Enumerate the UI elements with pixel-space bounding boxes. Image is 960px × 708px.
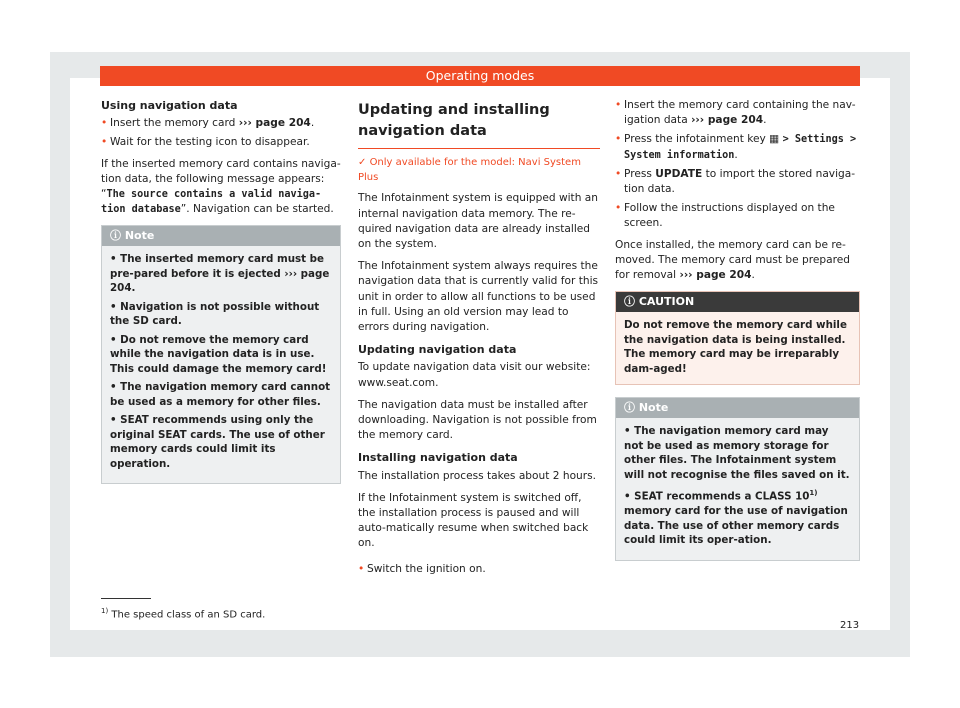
section-title: Updating and installing navigation data: [358, 100, 600, 149]
info-icon: ⓘ: [110, 229, 125, 243]
note-title: Note: [124, 229, 155, 243]
bullet-item: • Press the infotainment key ▦ > Settings > System information.: [615, 132, 860, 162]
bullet-text: Insert the memory card containing the nav-igation data: [624, 99, 856, 127]
text: Once installed, the memory card can be re-moved. The memory card must be prepared for removal: [615, 238, 850, 282]
note-item: • SEAT recommends a CLASS 10$^{1)}$ memory card for the use of navigation data. The use of other memory cards could limit its oper-ation.: [624, 489, 848, 547]
paragraph: The installation process takes about 2 hours.: [358, 469, 597, 482]
note-text: The navigation memory card cannot be used as a memory for other files.: [110, 381, 331, 408]
middle-column: [358, 100, 600, 581]
footnote-ref: 1): [809, 489, 818, 498]
caution-title: CAUTION: [638, 295, 695, 309]
bullet-item: [615, 167, 860, 197]
paragraph: The Infotainment system always requires the navigation data that is currently valid for this unit in order to allow all functions to be used in full. Using an old version may lead to errors during navigation.: [358, 260, 599, 334]
note-title: Note: [638, 401, 669, 415]
page-number: 213: [840, 620, 860, 631]
paragraph: The navigation data must be installed after downloading. Navigation is not possible from the memory card.: [358, 398, 597, 442]
note-text: The navigation memory card may not be used as memory storage for other files. The Infotainment system will not recognise the files saved on it.: [624, 425, 850, 481]
heading-installing: Installing navigation data: [358, 451, 518, 465]
footnote-mark: 1): [101, 607, 109, 615]
note-item: • The navigation memory card may not be used as memory storage for other files. The Infotainment system will not recognise the files saved on it.: [624, 425, 850, 481]
paragraph: The Infotainment system is equipped with an internal navigation data memory. The re-quired navigation data are already installed on the system.: [358, 192, 598, 251]
message-paragraph: [101, 157, 341, 218]
check-icon: ✓: [358, 157, 370, 168]
text: If the inserted memory card contains naviga-tion data, the following message appears: “: [101, 157, 341, 201]
note-text: memory card for the use of navigation data. The use of other memory cards could limit its oper-ation.: [624, 505, 848, 547]
page-ref-link[interactable]: ››› page 204: [691, 114, 764, 127]
footnote: [101, 598, 266, 621]
bullet-item: [101, 135, 341, 150]
note-item: • Navigation is not possible without the SD card.: [110, 300, 320, 328]
note-item: • The inserted memory card must be pre-pared before it is ejected ››› page 204.: [110, 253, 330, 295]
note-text: Do not remove the memory card while the navigation data is in use. This could damage the memory card!: [110, 333, 327, 375]
bullet-item: [615, 201, 860, 231]
caution-text: Do not remove the memory card while the navigation data is being installed. The memory card may be irreparably dam-aged!: [624, 319, 847, 375]
bullet-text: Insert the memory card: [110, 117, 239, 130]
paragraph: If the Infotainment system is switched off, the installation process is paused and will auto-matically resume when switched back on.: [358, 491, 589, 550]
footnote-text: The speed class of an SD card.: [111, 609, 266, 621]
caution-header: [616, 292, 859, 312]
note-text: SEAT recommends using only the original SEAT cards. The use of other memory cards could limit its operation.: [110, 414, 325, 470]
warning-icon: ⓘ: [624, 295, 639, 309]
note-header: [102, 226, 340, 246]
note-item: • SEAT recommends using only the original SEAT cards. The use of other memory cards could limit its operation.: [110, 414, 325, 470]
note-item: • Do not remove the memory card while the navigation data is in use. This could damage the memory card!: [110, 333, 327, 375]
bullet-text: Wait for the testing icon to disappear.: [110, 136, 310, 149]
section-header: Operating modes: [100, 66, 860, 86]
info-icon: ⓘ: [624, 401, 639, 415]
text: ”. Navigation can be started.: [180, 203, 334, 216]
bullet-text: Press the infotainment key: [624, 133, 770, 146]
heading-updating: Updating navigation data: [358, 343, 517, 357]
paragraph: To update navigation data visit our website: www.seat.com.: [358, 361, 591, 389]
page-ref-link[interactable]: ››› page 204: [238, 117, 311, 130]
bullet-text: Follow the instructions displayed on the screen.: [624, 202, 835, 230]
bullet-text: Switch the ignition on.: [367, 562, 486, 575]
bullet-text: Press: [624, 167, 656, 180]
availability-note: [358, 155, 600, 185]
availability-text: Only available for the model: Navi System Plus: [358, 157, 581, 184]
bullet-item: [101, 116, 341, 131]
page-ref-link[interactable]: ››› page 204: [679, 269, 752, 282]
heading-using-navigation-data: Using navigation data: [101, 99, 238, 112]
note-item: • The navigation memory card cannot be used as a memory for other files.: [110, 381, 331, 408]
update-key: UPDATE: [655, 167, 703, 180]
bullet-text: to import the stored naviga-tion data.: [624, 167, 856, 196]
punct: .: [310, 117, 315, 130]
note-header: [616, 398, 859, 418]
note-text: SEAT recommends a CLASS 10: [634, 490, 810, 503]
left-column: [101, 98, 341, 484]
paragraph: Once installed, the memory card can be re-moved. The memory card must be prepared for removal ››› page 204.: [615, 238, 850, 282]
system-message: The source contains a valid naviga-tion database: [101, 189, 322, 216]
note-text: The inserted memory card must be pre-pared before it is ejected ››› page 204.: [110, 253, 330, 295]
menu-path: > Settings > System information: [624, 134, 857, 161]
note-box: [101, 225, 341, 484]
infotainment-key-icon: ▦: [769, 133, 783, 146]
bullet-item: • Insert the memory card containing the nav-igation data ››› page 204.: [615, 98, 860, 128]
caution-box: [615, 291, 860, 385]
note-text: Navigation is not possible without the SD card.: [110, 300, 320, 328]
bullet-item: [358, 562, 600, 577]
note-box: [615, 397, 860, 560]
right-column: [615, 98, 860, 561]
